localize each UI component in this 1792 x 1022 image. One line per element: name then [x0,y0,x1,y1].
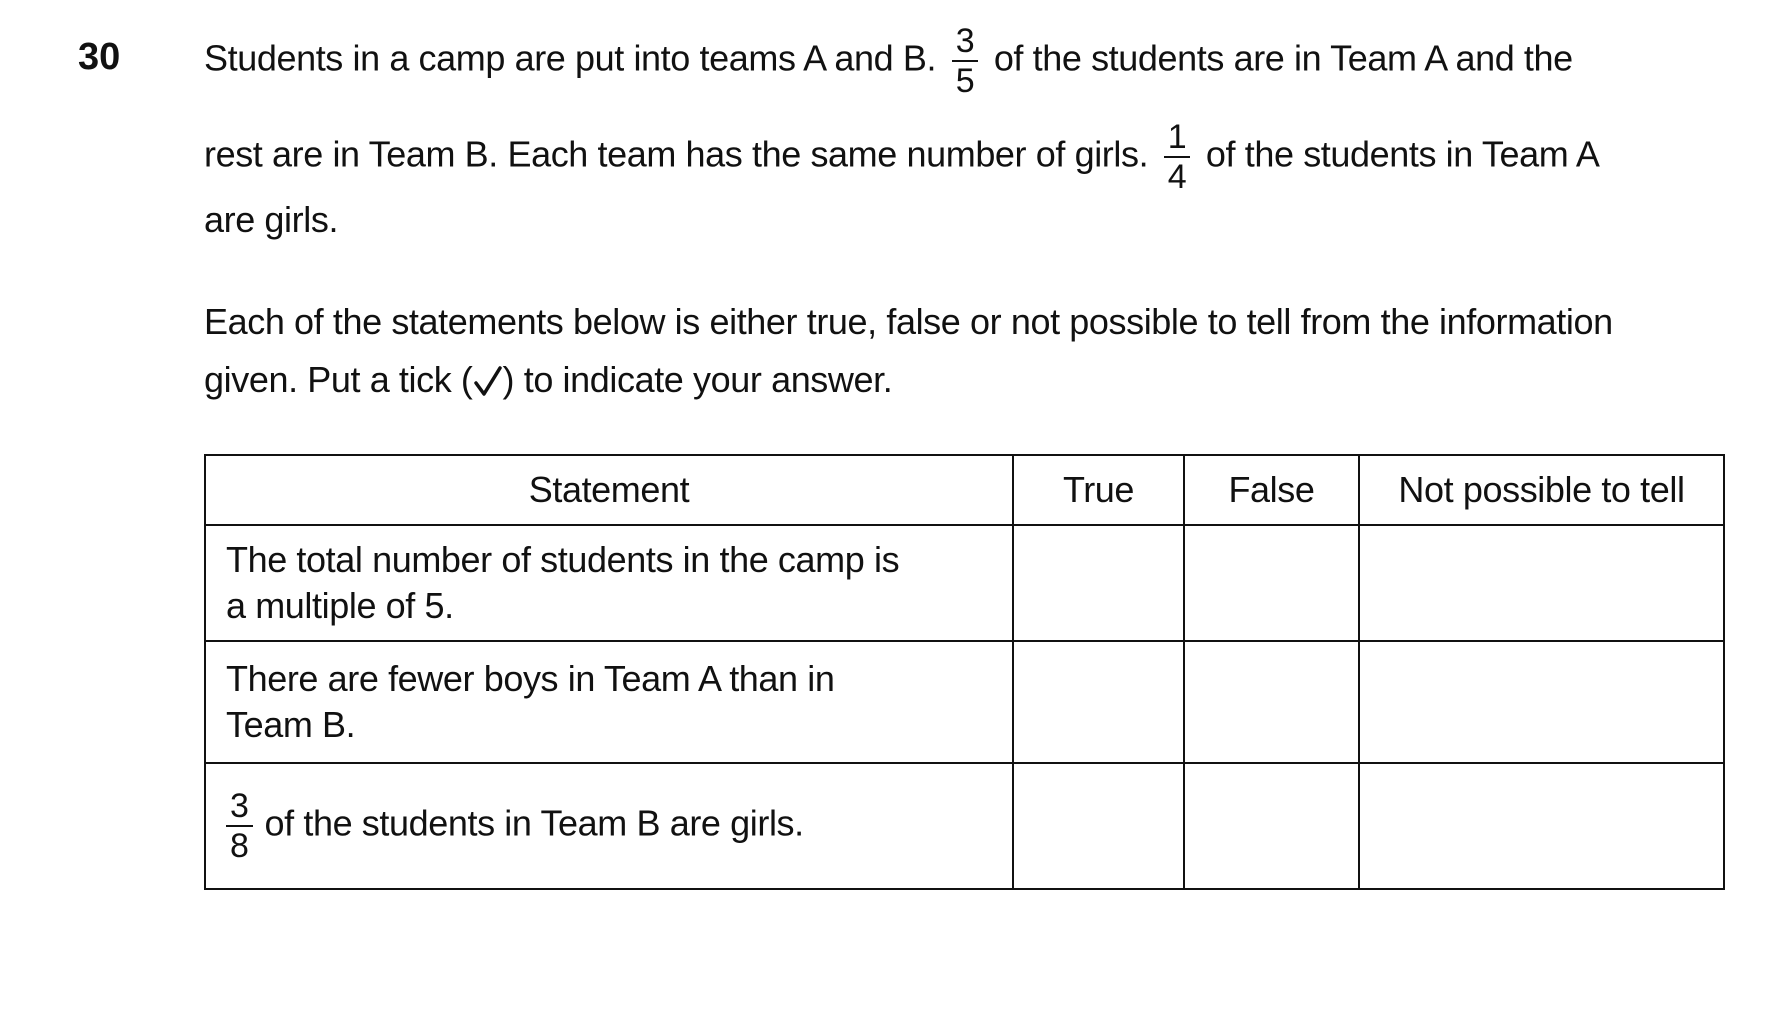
true-answer-cell[interactable] [1013,525,1184,641]
not-possible-answer-cell[interactable] [1359,763,1724,889]
fraction-three-eighths: $\frac{3}{8}$ [226,789,253,863]
instruction-line-2 [204,356,892,404]
question-line-3 [204,196,338,244]
header-not-possible: Not possible to tell [1359,455,1724,525]
fraction-three-fifths: $\frac{3}{5}$ [952,24,979,98]
header-true: True [1013,455,1184,525]
instruction-line-1 [204,298,1613,346]
question-line-2 [204,120,1600,194]
table-row [205,641,1724,763]
true-answer-cell[interactable] [1013,641,1184,763]
statement-cell: There are fewer boys in Team A than in Team B. [205,641,1013,763]
false-answer-cell[interactable] [1184,525,1359,641]
fraction-one-quarter: $\frac{1}{4}$ [1164,120,1191,194]
instruction-text: Each of the statements below is either true, false or not possible to tell from the information [204,301,1613,342]
question-text: of the students are in Team A and the [993,37,1573,79]
header-false: False [1184,455,1359,525]
table-row [205,763,1724,889]
tick-icon [473,364,503,398]
not-possible-answer-cell[interactable] [1359,641,1724,763]
not-possible-answer-cell[interactable] [1359,525,1724,641]
instruction-text: ) to indicate your answer. [502,359,893,400]
question-text: Students in a camp are put into teams A and B. [204,37,937,79]
question-text: are girls. [204,199,339,240]
statement-cell: $\frac{3}{8}$ of the students in Team B are girls. [205,763,1013,889]
header-statement: Statement [205,455,1013,525]
question-text: rest are in Team B. Each team has the same number of girls. [204,133,1149,175]
table-header-row [205,455,1724,525]
true-answer-cell[interactable] [1013,763,1184,889]
false-answer-cell[interactable] [1184,763,1359,889]
false-answer-cell[interactable] [1184,641,1359,763]
statement-cell: The total number of students in the camp is a multiple of 5. [205,525,1013,641]
question-line-1 [204,24,1573,98]
answer-table [204,454,1725,890]
table-row [205,525,1724,641]
instruction-text: given. Put a tick ( [204,359,473,400]
question-text: of the students in Team A [1205,133,1600,175]
question-number: 30 [78,36,121,78]
